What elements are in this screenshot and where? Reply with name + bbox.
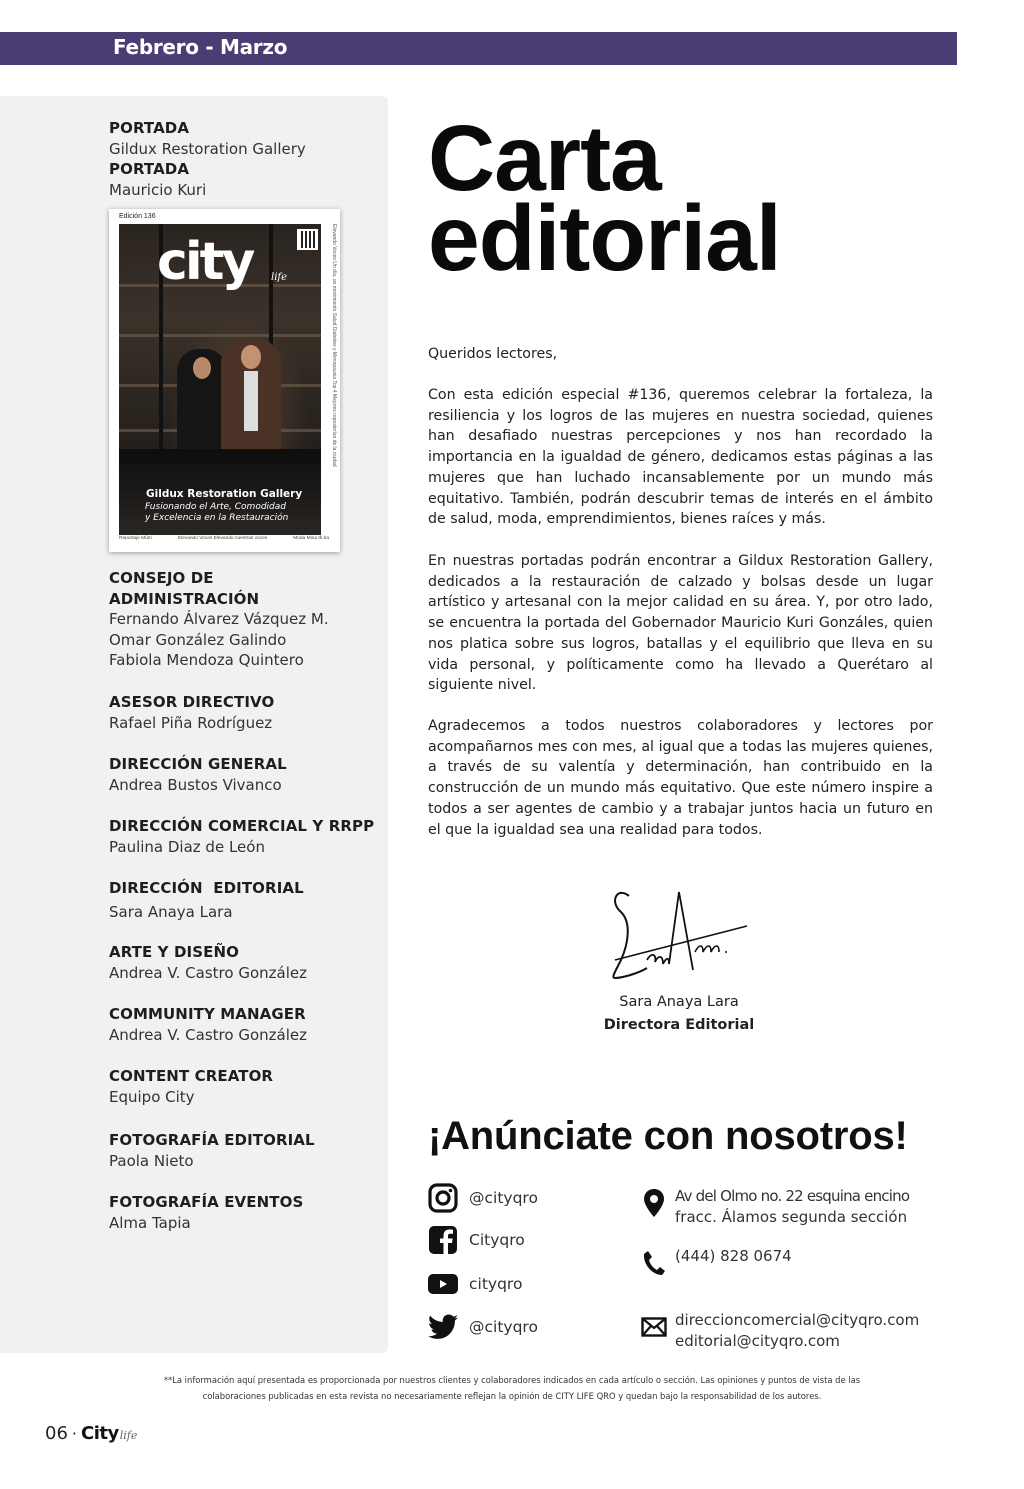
cover-person (221, 339, 281, 459)
credit-label: COMMUNITY MANAGER (109, 1005, 306, 1023)
credit-name: Sara Anaya Lara (109, 902, 233, 921)
credit-name: Omar González Galindo (109, 630, 287, 649)
mail-icon (641, 1312, 667, 1342)
page-title-line: Carta (428, 106, 661, 210)
credit-name: Andrea Bustos Vivanco (109, 775, 282, 794)
signature-image (607, 882, 749, 982)
credit-label: ADMINISTRACIÓN (109, 589, 260, 608)
page-footer (45, 1423, 137, 1444)
brand-logo-sub: life (119, 1429, 138, 1442)
credit-label: CONSEJO DE (109, 569, 214, 587)
credit-label: DIRECCIÓN GENERAL (109, 755, 287, 773)
staff-credit (109, 816, 384, 857)
credit-label: PORTADA (109, 119, 190, 137)
credit-name: Andrea V. Castro González (109, 963, 307, 982)
letter-salutation: Queridos lectores, (428, 346, 558, 362)
credit-name: Mauricio Kuri (109, 180, 207, 199)
contact-email[interactable] (641, 1310, 919, 1352)
facebook-icon (427, 1224, 459, 1256)
staff-credit (109, 1004, 384, 1045)
email-address[interactable]: editorial@cityqro.com (675, 1332, 840, 1350)
header-band (0, 32, 957, 65)
credit-label: CONTENT CREATOR (109, 1067, 274, 1085)
signer-role: Directora Editorial (603, 1017, 755, 1033)
credit-name: Gildux Restoration Gallery (109, 139, 306, 158)
letter-paragraph: Con esta edición especial #136, queremos celebrar la fortaleza, la resiliencia y los logros de las mujeres en nuestra sociedad, quienes han desafiado nuestras percepciones y nos han recordado la importancia en la igualdad de género, dedicamos estas páginas a las mujeres que han luchado incansablemente por un mundo más equitativo. También, podrán descubrir temas de interés en el ámbito de salud, moda, emprendimientos, bienes raíces y más. (428, 387, 933, 528)
credit-label: PORTADA (109, 160, 190, 178)
staff-credit (109, 568, 384, 671)
map-pin-icon (641, 1188, 667, 1218)
credit-label: DIRECCIÓN EDITORIAL (109, 879, 304, 897)
social-handle: @cityqro (469, 1318, 538, 1336)
social-handle: @cityqro (469, 1189, 538, 1207)
letter-paragraph: Agradecemos a todos nuestros colaboradores y lectores por acompañarnos mes con mes, al igual que a todas las mujeres quienes, a través de su valentía y determinación, han contribuido en la construcción de un mundo más equitativo. Que este número inspire a todos a ser agentes de cambio y a trabajar juntos hacia un futuro en el que la igualdad sea una realidad para todos. (428, 718, 933, 838)
cover-bottom-item: Reportaje Mûm (119, 536, 152, 541)
phone-number: (444) 828 0674 (675, 1247, 792, 1265)
credit-name: Rafael Piña Rodríguez (109, 713, 273, 732)
cover-credits (109, 118, 384, 200)
brand-logo: City (81, 1423, 119, 1444)
credit-name: Andrea V. Castro González (109, 1025, 307, 1044)
qr-code-icon (297, 229, 318, 250)
cover-logo: city (157, 232, 253, 292)
staff-credit (109, 1130, 384, 1171)
cover-headline: Gildux Restoration Gallery (146, 488, 303, 500)
credit-label: ASESOR DIRECTIVO (109, 693, 275, 711)
credit-name: Alma Tapia (109, 1213, 191, 1232)
cover-photo (119, 224, 321, 535)
credit-label: ARTE Y DISEÑO (109, 943, 239, 961)
contact-address (641, 1186, 909, 1228)
email-list (675, 1310, 919, 1352)
staff-credit (109, 1066, 384, 1107)
cover-tagline-line: y Excelencia en la Restauración (145, 513, 289, 523)
disclaimer-line: **La información aquí presentada es proporcionada por nuestros clientes y colaboradores indicados en cada artículo o sección. Las opiniones y puntos de vista de las (163, 1375, 861, 1385)
cover-edition: Edición 136 (119, 213, 156, 220)
credit-label: FOTOGRAFÍA EVENTOS (109, 1193, 304, 1211)
staff-credit (109, 878, 384, 922)
credit-name: Fernando Álvarez Vázquez M. (109, 610, 329, 628)
cover-logo-sub: life (271, 272, 288, 283)
social-twitter[interactable] (427, 1311, 538, 1343)
staff-credit (109, 1192, 384, 1233)
page-title-line: editorial (428, 186, 781, 290)
staff-credit (109, 942, 384, 983)
cover-bottom-item: Elevando Voces Elevando nuestras voces (177, 536, 268, 541)
advertise-title: ¡Anúnciate con nosotros! (428, 1114, 908, 1158)
disclaimer-line: colaboraciones publicadas en esta revista no necesariamente reflejan la opinión de CITY LIFE QRO y quedan bajo la responsabilidad de los autores. (202, 1391, 822, 1401)
address-text (675, 1186, 909, 1228)
social-handle: Cityqro (469, 1231, 525, 1249)
magazine-cover-image (109, 209, 340, 552)
social-youtube[interactable] (427, 1268, 522, 1300)
address-line: fracc. Álamos segunda sección (675, 1208, 908, 1226)
letter-paragraph: En nuestras portadas podrán encontrar a Gildux Restoration Gallery, dedicados a la restauración de calzado y bolsas desde un lugar artístico y artesanal con la mejor calidad en su área. Y, por otro lado, se encuentra la portada del Gobernador Mauricio Kuri Gonzáles, quien nos platica sobre sus logros, batallas y el equilibrio que lleva en su vida personal, y políticamente como ha llevado a Querétaro al siguiente nivel. (428, 553, 933, 694)
instagram-icon (427, 1182, 459, 1214)
credit-label: FOTOGRAFÍA EDITORIAL (109, 1131, 315, 1149)
signer-name: Sara Anaya Lara (619, 994, 739, 1010)
email-address[interactable]: direccioncomercial@cityqro.com (675, 1311, 920, 1329)
contact-phone[interactable] (641, 1246, 792, 1278)
cover-bottom-item: Moda Mina tb ba (293, 536, 329, 541)
disclaimer (100, 1372, 924, 1404)
footer-separator: · (71, 1424, 77, 1443)
cover-side-text: Elevando Voces Un día, un movimiento Salud Diabetes y Menopausia Top 4 Mejores reposterías de la ciudad (331, 224, 337, 467)
social-handle: cityqro (469, 1275, 523, 1293)
social-facebook[interactable] (427, 1224, 525, 1256)
staff-credit (109, 692, 384, 733)
phone-icon (641, 1248, 667, 1278)
issue-period: Febrero - Marzo (113, 35, 288, 59)
cover-bottom-strip (119, 536, 329, 541)
page-number: 06 (45, 1423, 68, 1444)
credit-name: Paulina Diaz de León (109, 837, 265, 856)
credit-name: Fabiola Mendoza Quintero (109, 651, 304, 669)
credit-label: DIRECCIÓN COMERCIAL Y RRPP (109, 817, 375, 835)
staff-credit (109, 754, 384, 795)
twitter-icon (427, 1311, 459, 1343)
cover-tagline-line: Fusionando el Arte, Comodidad (145, 502, 286, 512)
cover-tagline (145, 502, 288, 524)
cover-person (177, 349, 227, 459)
credit-name: Paola Nieto (109, 1151, 194, 1170)
credit-name: Equipo City (109, 1087, 195, 1106)
youtube-icon (427, 1268, 459, 1300)
social-instagram[interactable] (427, 1182, 538, 1214)
address-line: Av del Olmo no. 22 esquina encino (675, 1187, 910, 1205)
page-title (428, 106, 781, 290)
